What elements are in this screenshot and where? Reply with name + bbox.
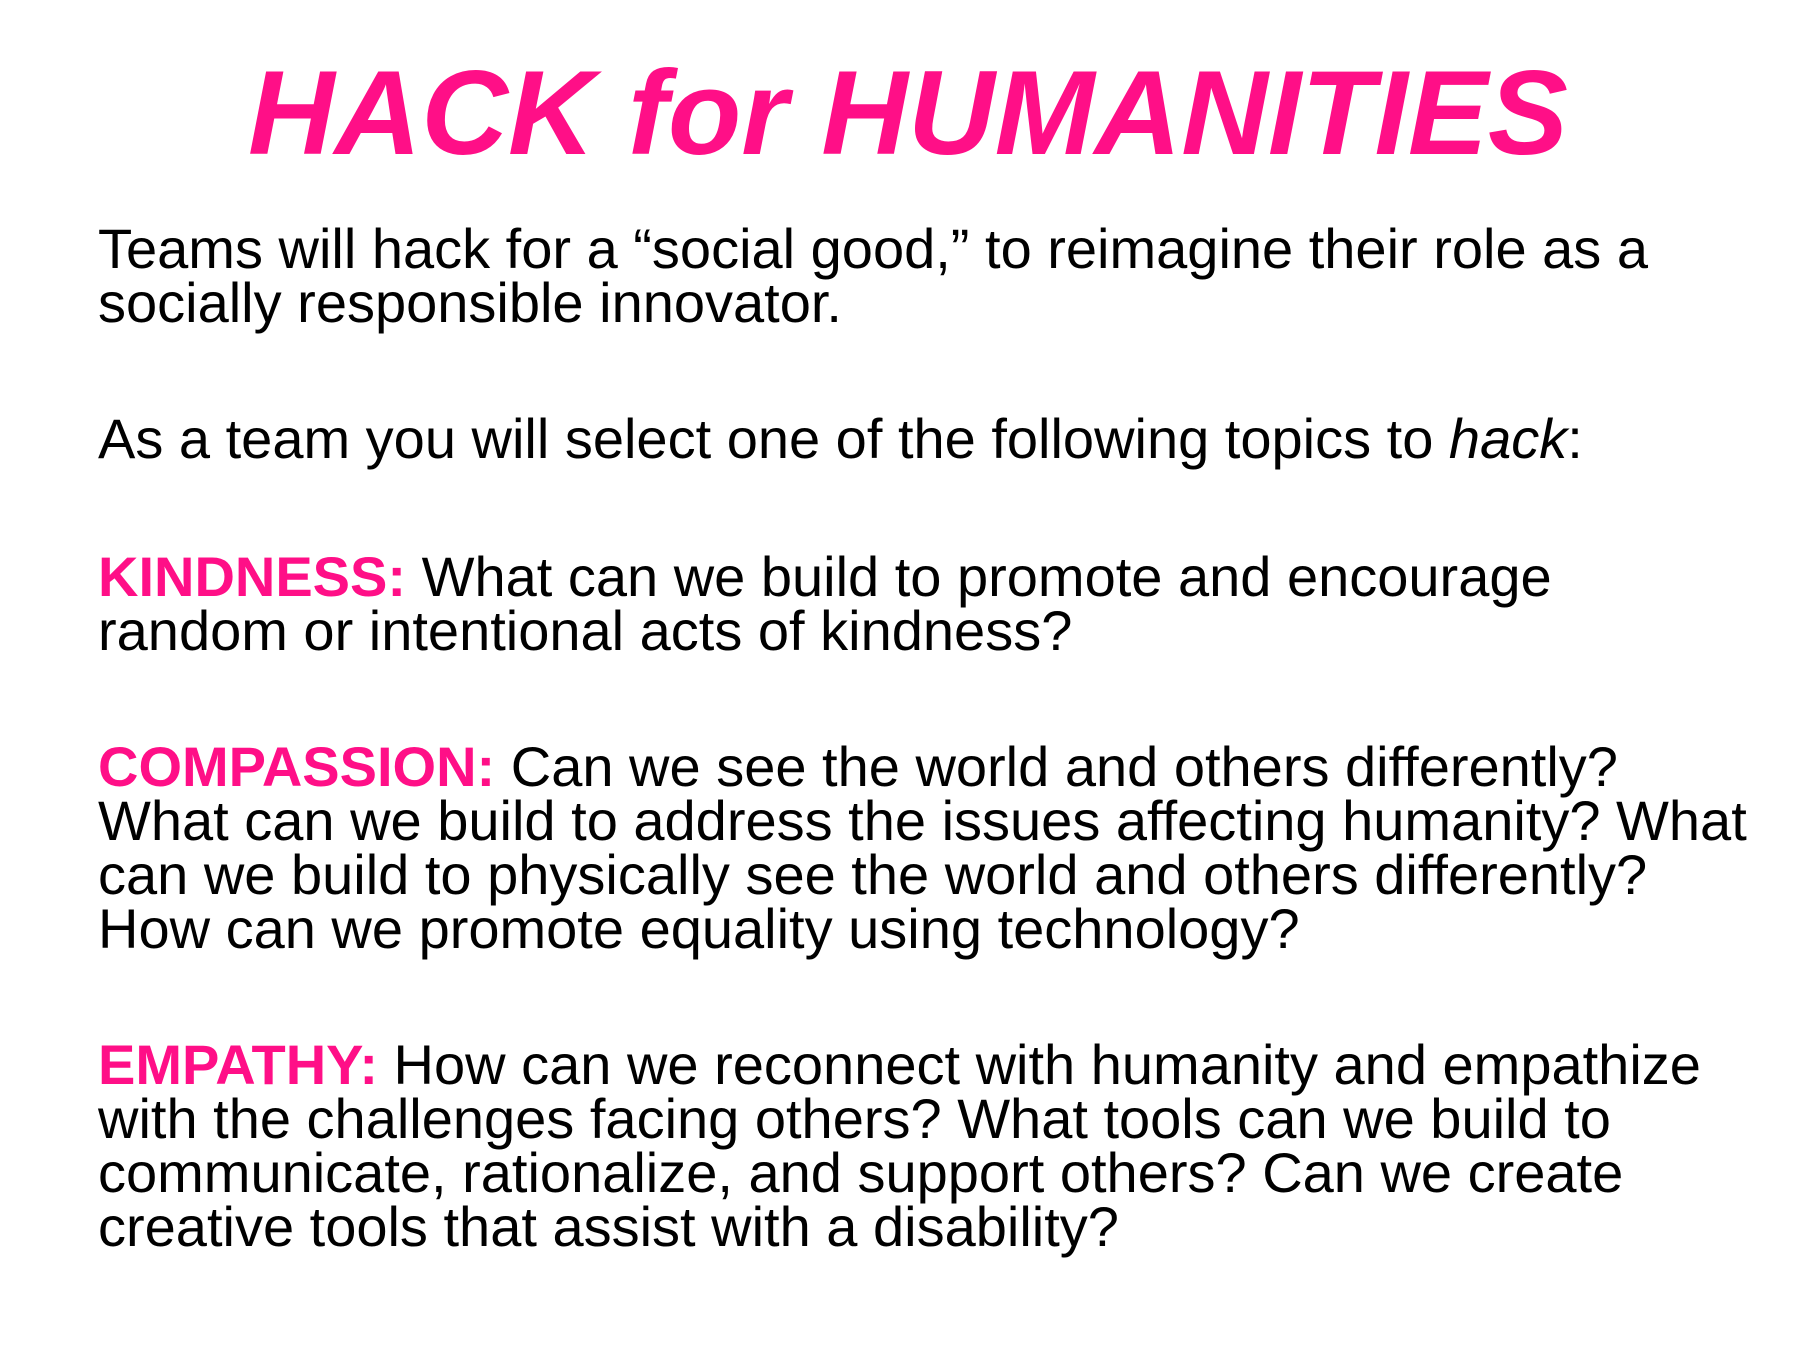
topic-compassion: [98, 735, 1798, 960]
topic-line: [98, 545, 1798, 608]
topic-keyword-kindness: KINDNESS:: [98, 545, 407, 608]
topic-kindness: [98, 545, 1798, 662]
topic-text: What can we build to promote and encourage: [406, 545, 1552, 608]
topic-text: Can we see the world and others differently?: [495, 735, 1618, 798]
slide-body: [98, 217, 1798, 1258]
topic-line: with the challenges facing others? What tools can we build to: [98, 1087, 1611, 1150]
prompt-colon: :: [1567, 407, 1583, 470]
topic-text: How can we reconnect with humanity and empathize: [377, 1033, 1701, 1096]
topic-keyword-empathy: EMPATHY:: [98, 1033, 378, 1096]
intro-line: socially responsible innovator.: [98, 271, 842, 334]
topic-line: How can we promote equality using technology?: [98, 897, 1300, 960]
topic-line: creative tools that assist with a disability?: [98, 1195, 1119, 1258]
prompt-paragraph: [98, 407, 1798, 470]
intro-paragraph: [98, 217, 1798, 334]
prompt-text: As a team you will select one of the following topics to: [98, 407, 1449, 470]
slide-title: HACK for HUMANITIES: [248, 46, 1568, 180]
topic-line: [98, 735, 1798, 798]
topic-line: random or intentional acts of kindness?: [98, 599, 1073, 662]
topic-line: communicate, rationalize, and support others? Can we create: [98, 1141, 1624, 1204]
intro-line: Teams will hack for a “social good,” to reimagine their role as a: [98, 217, 1649, 280]
topic-empathy: [98, 1033, 1798, 1258]
topic-keyword-compassion: COMPASSION:: [98, 735, 496, 798]
topic-line: [98, 1033, 1798, 1096]
topic-line: What can we build to address the issues affecting humanity? What: [98, 789, 1747, 852]
prompt-emphasis: hack: [1448, 407, 1568, 470]
topic-line: can we build to physically see the world and others differently?: [98, 843, 1648, 906]
